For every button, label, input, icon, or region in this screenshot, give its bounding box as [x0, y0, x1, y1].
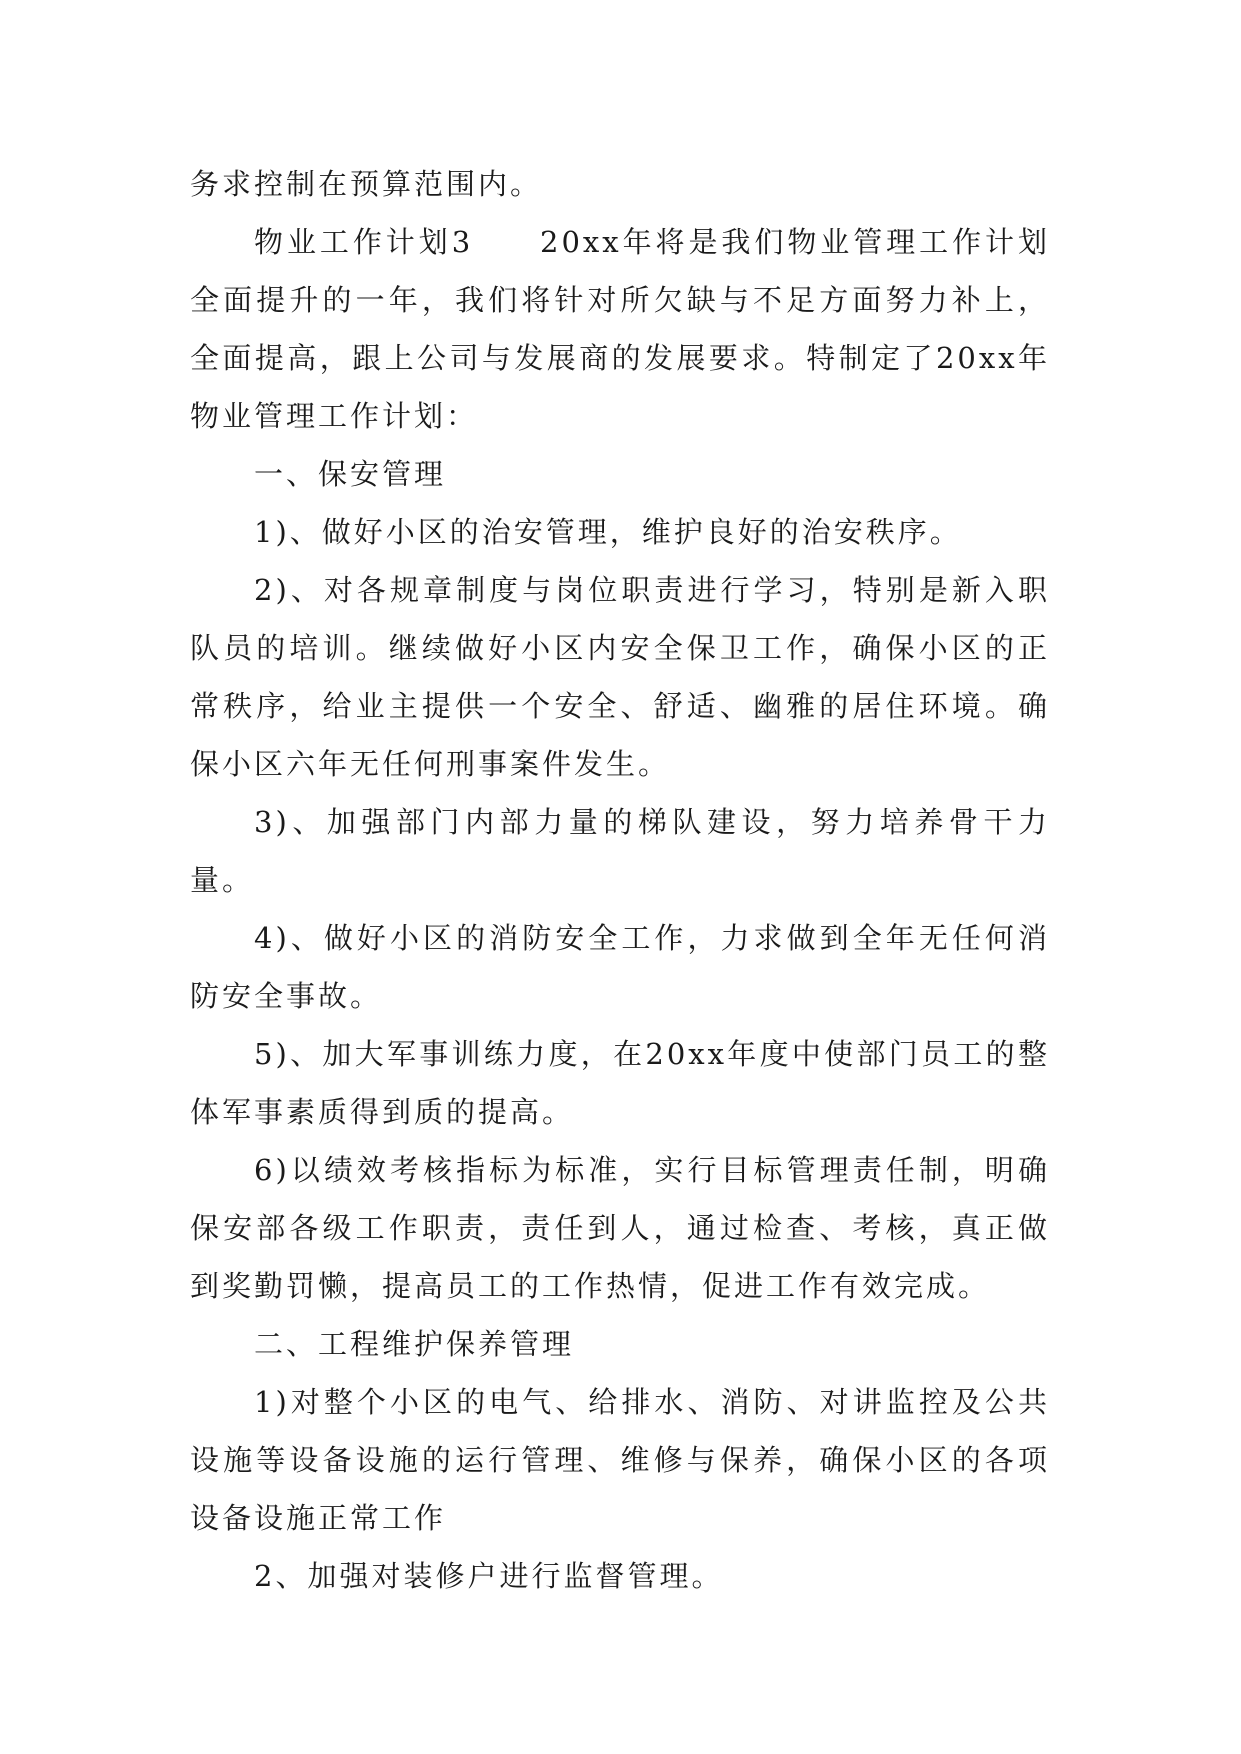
list-item-security-3: 3)、加强部门内部力量的梯队建设，努力培养骨干力量。 [190, 805, 1050, 897]
list-item-security-1: 1)、做好小区的治安管理，维护良好的治安秩序。 [254, 515, 962, 549]
list-item-security-2: 2)、对各规章制度与岗位职责进行学习，特别是新入职队员的培训。继续做好小区内安全保卫工作，确保小区的正常秩序，给业主提供一个安全、舒适、幽雅的居住环境。确保小区六年无任何刑事案件发生。 [190, 573, 1050, 781]
list-item-engineering-2: 2、加强对装修户进行监督管理。 [254, 1559, 724, 1593]
section-heading-security: 一、保安管理 [254, 457, 447, 491]
list-item-engineering-1: 1)对整个小区的电气、给排水、消防、对讲监控及公共设施等设备设施的运行管理、维修与保养，确保小区的各项设备设施正常工作 [190, 1385, 1050, 1535]
paragraph-plan-intro: 物业工作计划3 20xx年将是我们物业管理工作计划全面提升的一年，我们将针对所欠缺与不足方面努力补上，全面提高，跟上公司与发展商的发展要求。特制定了20xx年物业管理工作计划： [190, 225, 1050, 433]
list-item-security-4: 4)、做好小区的消防安全工作，力求做到全年无任何消防安全事故。 [190, 921, 1050, 1013]
list-item-security-6: 6)以绩效考核指标为标准，实行目标管理责任制，明确保安部各级工作职责，责任到人，通过检查、考核，真正做到奖勤罚懒，提高员工的工作热情，促进工作有效完成。 [190, 1153, 1050, 1303]
document-body [190, 155, 1050, 1605]
section-heading-engineering: 二、工程维护保养管理 [254, 1327, 575, 1361]
paragraph-continuation: 务求控制在预算范围内。 [190, 167, 543, 201]
list-item-security-5: 5)、加大军事训练力度，在20xx年度中使部门员工的整体军事素质得到质的提高。 [190, 1037, 1050, 1129]
